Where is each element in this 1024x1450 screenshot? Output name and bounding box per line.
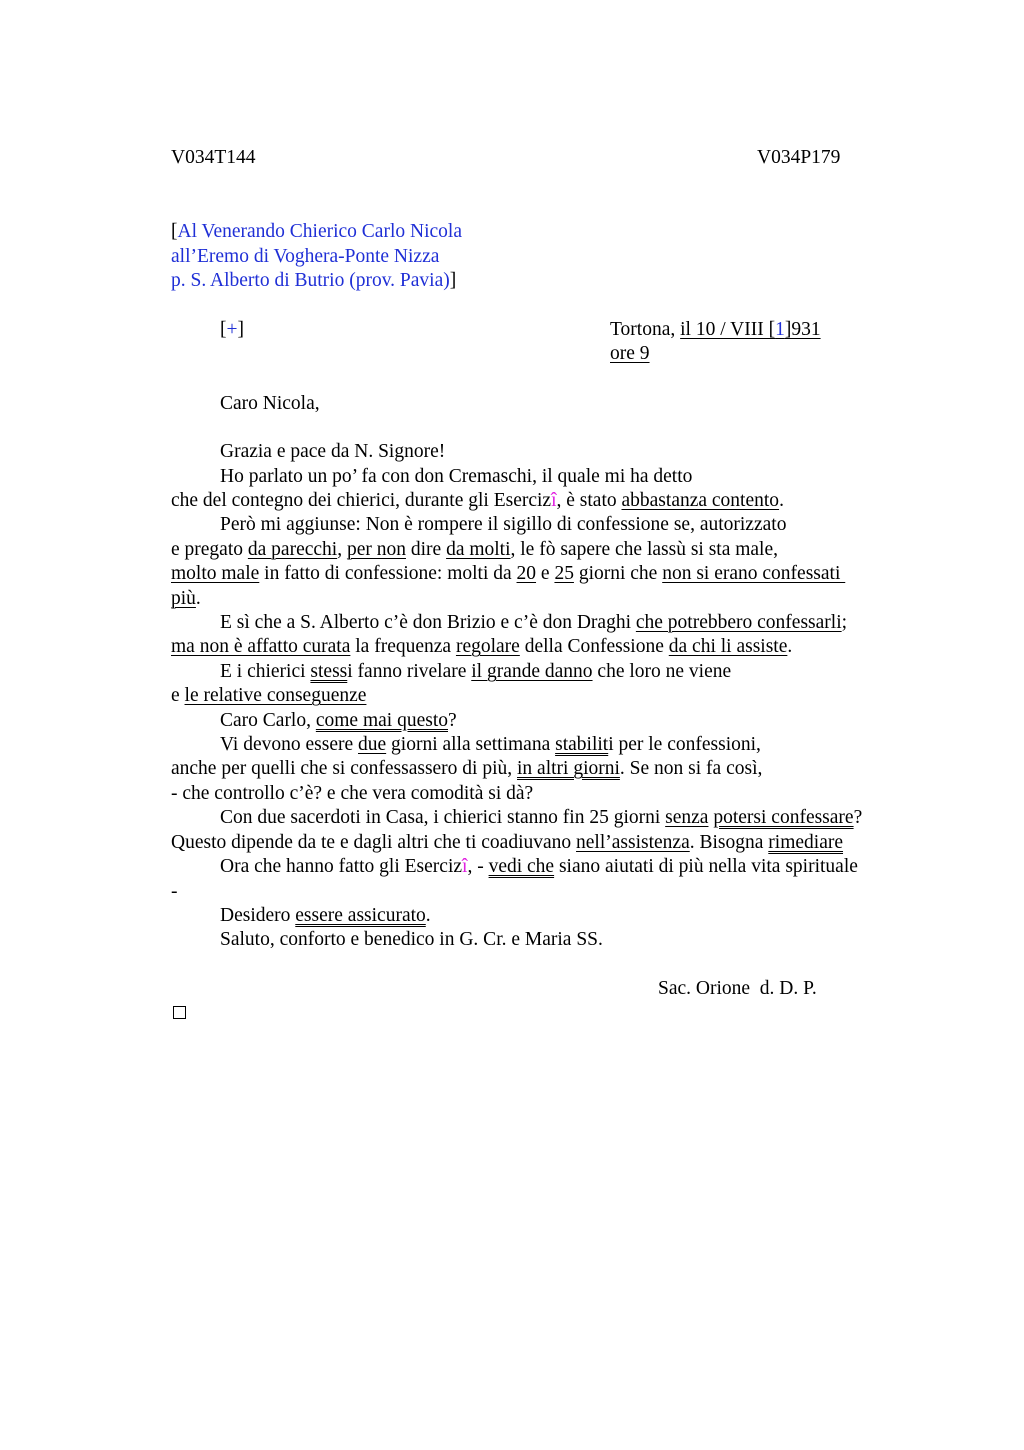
body-line: Questo dipende da te e dagli altri che ti coadiuvano nell’assistenza. Bisogna rimediare [171,832,844,853]
body-line: anche per quelli che si confessassero di più, in altri giorni. Se non si fa così, [171,758,763,779]
body-line: Ho parlato un po’ fa con don Cremaschi, il quale mi ha detto [220,466,693,487]
body-line: E sì che a S. Alberto c’è don Brizio e c’è don Draghi che potrebbero confessarli; [220,612,848,633]
body-line: - [171,881,178,902]
dateline: Tortona, il 10 / VIII [1]931 [610,319,821,340]
body-line: Ora che hanno fatto gli Esercizî, - vedi che siano aiutati di più nella vita spirituale [220,856,858,877]
body-line: Vi devono essere due giorni alla settimana stabiliti per le confessioni, [220,734,761,755]
address-line-2: all’Eremo di Voghera-Ponte Nizza [171,246,440,267]
body-line: e pregato da parecchi, per non dire da molti, le fò sapere che lassù si sta male, [171,539,779,560]
address-line-3: p. S. Alberto di Butrio (prov. Pavia)] [171,270,457,291]
body-line: Saluto, conforto e benedico in G. Cr. e Maria SS. [220,929,603,950]
body-line: E i chierici stessi fanno rivelare il grande danno che loro ne viene [220,661,732,682]
body-line: Desidero essere assicurato. [220,905,431,926]
body-line: Grazia e pace da N. Signore! [220,441,446,462]
cross-mark: [+] [220,319,244,340]
dateline-time: ore 9 [610,343,650,364]
body-line: ma non è affatto curata la frequenza regolare della Confessione da chi li assiste. [171,636,793,657]
body-line: Però mi aggiunse: Non è rompere il sigillo di confessione se, autorizzato [220,514,787,535]
signature: Sac. Orione d. D. P. [658,978,817,999]
body-line: Caro Carlo, come mai questo? [220,710,457,731]
salutation: Caro Nicola, [220,393,320,414]
body-line: che del contegno dei chierici, durante gli Esercizî, è stato abbastanza contento. [171,490,784,511]
body-line: più. [171,588,201,609]
body-line: - che controllo c’è? e che vera comodità si dà? [171,783,534,804]
body-line: Con due sacerdoti in Casa, i chierici stanno fin 25 giorni senza potersi confessare? [220,807,863,828]
end-square-icon [173,1006,186,1019]
body-line: e le relative conseguenze [171,685,367,706]
address-line-1: [Al Venerando Chierico Carlo Nicola [171,221,462,242]
body-line: molto male in fatto di confessione: molti da 20 e 25 giorni che non si erano confessati [171,563,846,584]
document-code-right: V034P179 [757,147,841,168]
document-code-left: V034T144 [171,147,256,168]
